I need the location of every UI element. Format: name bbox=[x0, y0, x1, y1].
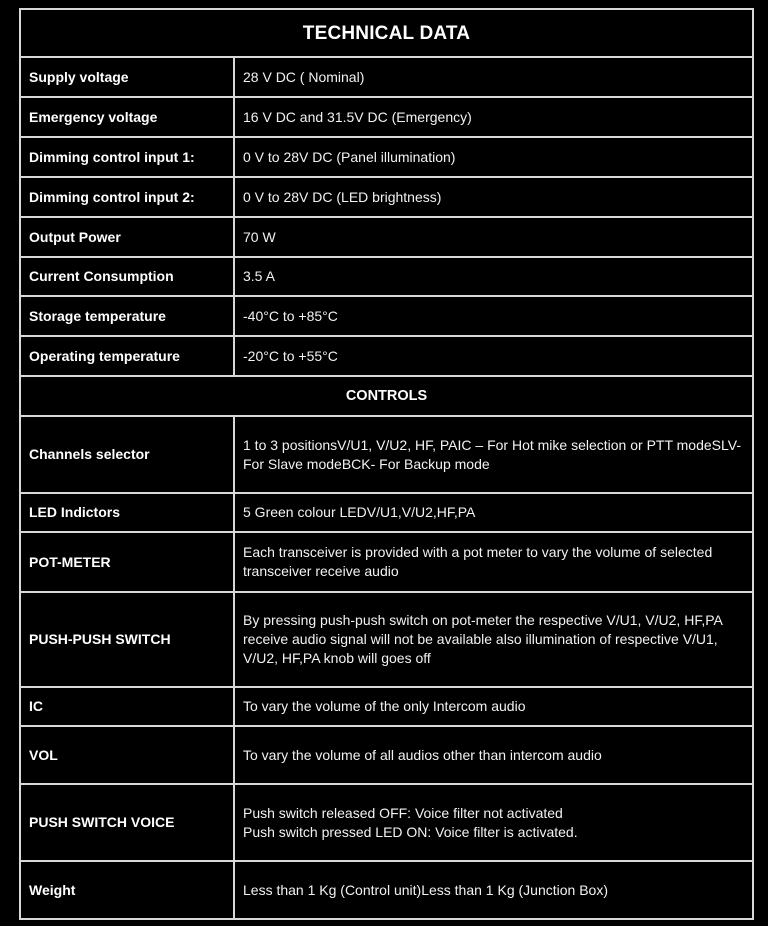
row-label: Dimming control input 2: bbox=[20, 177, 234, 217]
row-label: Current Consumption bbox=[20, 257, 234, 296]
table-row bbox=[20, 592, 753, 687]
table-row bbox=[20, 296, 753, 336]
row-value: 70 W bbox=[234, 217, 753, 257]
row-value: 0 V to 28V DC (Panel illumination) bbox=[234, 137, 753, 177]
row-label: Dimming control input 1: bbox=[20, 137, 234, 177]
row-value: By pressing push-push switch on pot-meter the respective V/U1, V/U2, HF,PA receive audio signal will not be available also illumination of respective V/U1, V/U2, HF,PA knob will goes off bbox=[234, 592, 753, 687]
row-value: -20°C to +55°C bbox=[234, 336, 753, 376]
row-value: 28 V DC ( Nominal) bbox=[234, 57, 753, 97]
row-value: 3.5 A bbox=[234, 257, 753, 296]
row-label: Storage temperature bbox=[20, 296, 234, 336]
table-row bbox=[20, 493, 753, 532]
table-row bbox=[20, 336, 753, 376]
row-label: PUSH-PUSH SWITCH bbox=[20, 592, 234, 687]
table-row bbox=[20, 137, 753, 177]
table-row bbox=[20, 416, 753, 493]
row-label: Supply voltage bbox=[20, 57, 234, 97]
value-line: Push switch pressed LED ON: Voice filter is activated. bbox=[243, 823, 578, 840]
row-label: Weight bbox=[20, 861, 234, 919]
row-value: To vary the volume of the only Intercom audio bbox=[234, 687, 753, 726]
table-row bbox=[20, 217, 753, 257]
table-row bbox=[20, 726, 753, 784]
table-row bbox=[20, 257, 753, 296]
row-label: VOL bbox=[20, 726, 234, 784]
table-title: TECHNICAL DATA bbox=[20, 9, 753, 57]
row-label: LED Indictors bbox=[20, 493, 234, 532]
table-row bbox=[20, 784, 753, 861]
row-value: 1 to 3 positionsV/U1, V/U2, HF, PAIC – For Hot mike selection or PTT modeSLV- For Slave modeBCK- For Backup mode bbox=[234, 416, 753, 493]
row-label: PUSH SWITCH VOICE bbox=[20, 784, 234, 861]
row-label: IC bbox=[20, 687, 234, 726]
row-label: Output Power bbox=[20, 217, 234, 257]
table-row bbox=[20, 57, 753, 97]
row-label: Channels selector bbox=[20, 416, 234, 493]
row-value: 0 V to 28V DC (LED brightness) bbox=[234, 177, 753, 217]
controls-heading: CONTROLS bbox=[20, 376, 753, 416]
table-row bbox=[20, 177, 753, 217]
row-value bbox=[234, 784, 753, 861]
table-row bbox=[20, 687, 753, 726]
row-value: 5 Green colour LEDV/U1,V/U2,HF,PA bbox=[234, 493, 753, 532]
row-label: POT-METER bbox=[20, 532, 234, 592]
table-row bbox=[20, 97, 753, 137]
table-row bbox=[20, 861, 753, 919]
title-row bbox=[20, 9, 753, 57]
section-row bbox=[20, 376, 753, 416]
row-label: Emergency voltage bbox=[20, 97, 234, 137]
row-value: Each transceiver is provided with a pot meter to vary the volume of selected transceiver receive audio bbox=[234, 532, 753, 592]
row-value: To vary the volume of all audios other than intercom audio bbox=[234, 726, 753, 784]
row-value: 16 V DC and 31.5V DC (Emergency) bbox=[234, 97, 753, 137]
table-row bbox=[20, 532, 753, 592]
row-label: Operating temperature bbox=[20, 336, 234, 376]
row-value: Less than 1 Kg (Control unit)Less than 1 Kg (Junction Box) bbox=[234, 861, 753, 919]
row-value: -40°C to +85°C bbox=[234, 296, 753, 336]
technical-data-table bbox=[19, 8, 754, 920]
value-line: Push switch released OFF: Voice filter not activated bbox=[243, 804, 563, 821]
